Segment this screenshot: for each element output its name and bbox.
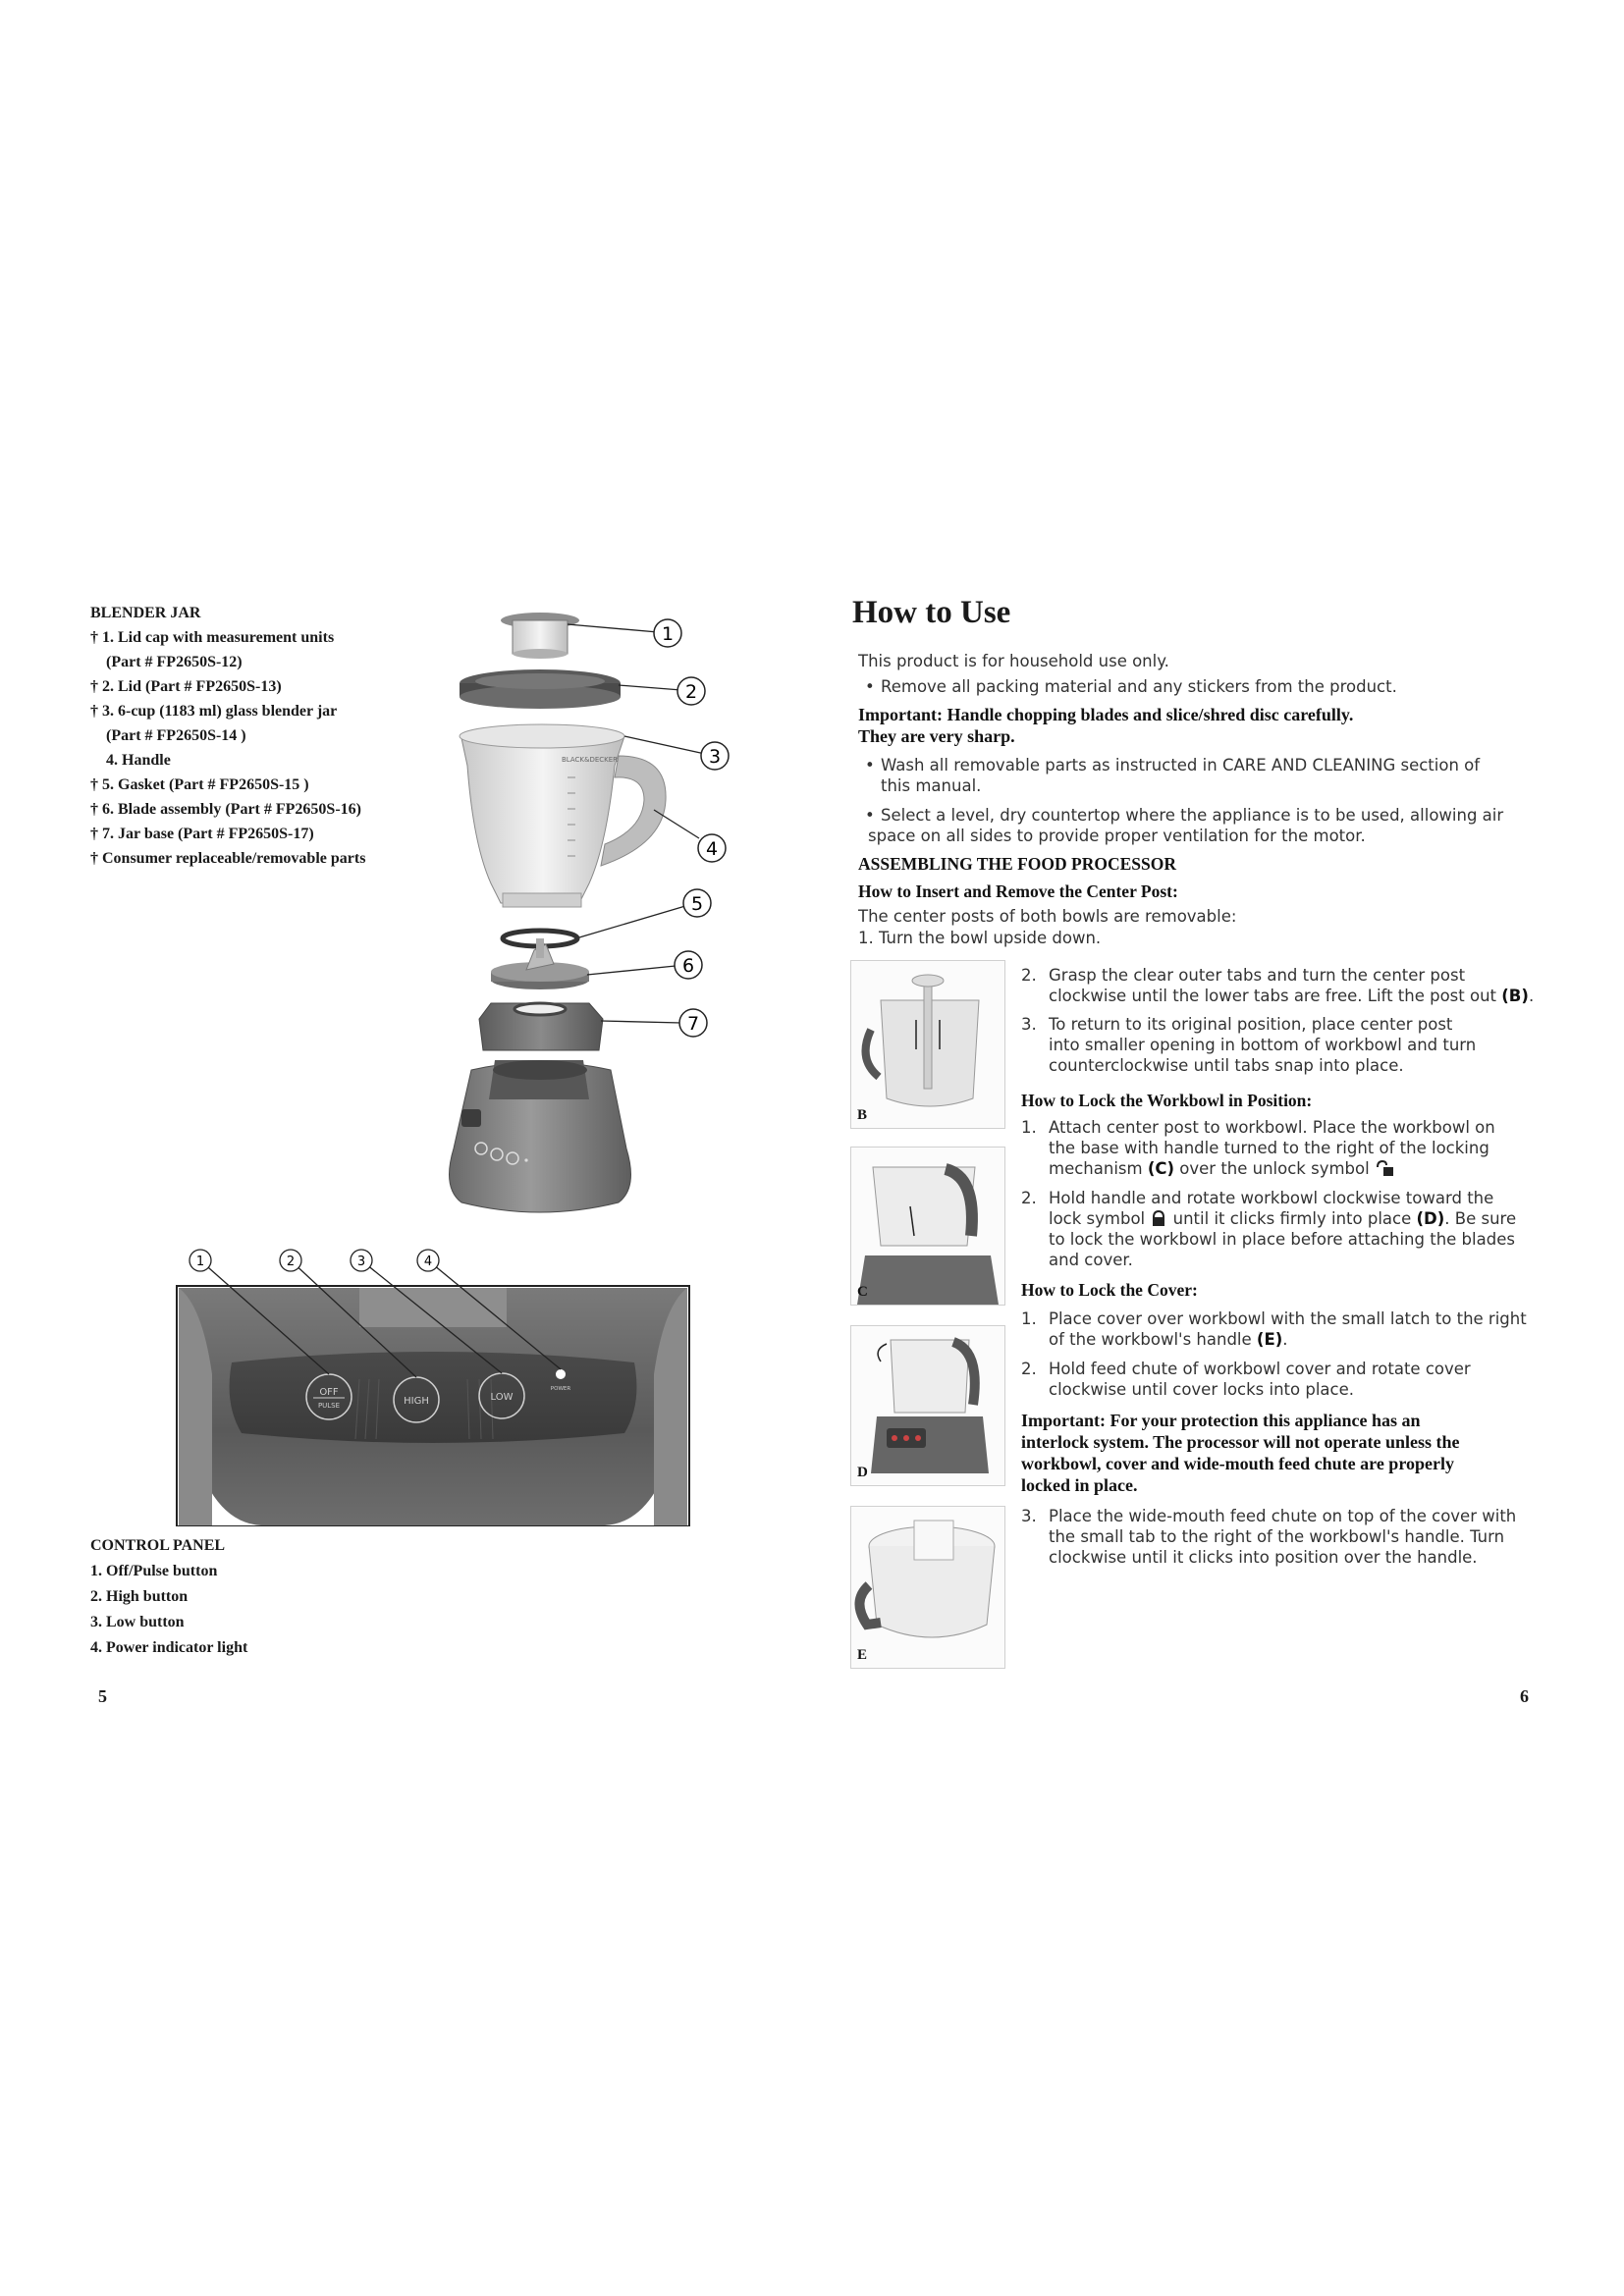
lock-cover-heading: How to Lock the Cover: bbox=[1021, 1280, 1198, 1300]
cover-locked-image bbox=[851, 1507, 1004, 1668]
part-7: † 7. Jar base (Part # FP2650S-17) bbox=[90, 826, 314, 842]
locked-workbowl-image bbox=[851, 1326, 1004, 1485]
center-post-intro: The center posts of both bowls are removable: bbox=[858, 907, 1237, 926]
photo-d-locked-workbowl bbox=[850, 1325, 1005, 1486]
part-1-number: (Part # FP2650S-12) bbox=[106, 654, 243, 670]
lock-cover-step-1: 1. Place cover over workbowl with the small latch to the right of the workbowl's handle (E). bbox=[1021, 1309, 1527, 1349]
control-1: 1. Off/Pulse button bbox=[90, 1563, 218, 1579]
callout-1: 1 bbox=[661, 623, 675, 645]
bullet-remove-packing: • Remove all packing material and any stickers from the product. bbox=[881, 676, 1397, 697]
panel-callout-4: 4 bbox=[423, 1255, 433, 1269]
bullet-wash-line2: this manual. bbox=[881, 776, 982, 795]
power-label: POWER bbox=[550, 1386, 571, 1392]
important-interlock: Important: For your protection this appliance has an interlock system. The processor will not operate unless the workbowl, cover and wide-mouth feed chute are properly locked in place. bbox=[1021, 1411, 1460, 1495]
part-2: † 2. Lid (Part # FP2650S-13) bbox=[90, 678, 282, 695]
control-heading: CONTROL PANEL bbox=[90, 1537, 226, 1554]
bullet-wash-line1: • Wash all removable parts as instructed in CARE AND CLEANING section of bbox=[881, 755, 1480, 775]
control-3: 3. Low button bbox=[90, 1614, 185, 1630]
pulse-label: PULSE bbox=[317, 1402, 341, 1410]
photo-b-center-post bbox=[850, 960, 1005, 1129]
callout-7: 7 bbox=[686, 1013, 700, 1035]
power-indicator-light bbox=[556, 1369, 566, 1379]
page-number-right: 6 bbox=[1520, 1686, 1529, 1706]
important-handle-blades: Important: Handle chopping blades and slice/shred disc carefully. bbox=[858, 705, 1354, 724]
callout-6: 6 bbox=[681, 955, 695, 977]
glass-jar bbox=[460, 724, 666, 907]
jar-brand-text: BLACK&DECKER bbox=[562, 756, 619, 764]
photo-c-workbowl-base bbox=[850, 1147, 1005, 1306]
lock-workbowl-step-1: 1. Attach center post to workbowl. Place the workbowl on the base with handle turned to the right of the locking mechanism (C) over the unlock symbol bbox=[1021, 1118, 1495, 1178]
low-label: LOW bbox=[490, 1392, 514, 1403]
control-2: 2. High button bbox=[90, 1588, 189, 1605]
center-post-heading: How to Insert and Remove the Center Post: bbox=[858, 881, 1178, 901]
important-sharp: They are very sharp. bbox=[858, 726, 1015, 746]
bullet-countertop-line2: space on all sides to provide proper ventilation for the motor. bbox=[868, 827, 1366, 845]
panel-callout-1: 1 bbox=[195, 1255, 205, 1269]
lock-cover-step-2: 2. Hold feed chute of workbowl cover and rotate cover clockwise until cover locks into place. bbox=[1021, 1360, 1471, 1399]
intro-text: This product is for household use only. bbox=[858, 652, 1169, 670]
assembling-heading: ASSEMBLING THE FOOD PROCESSOR bbox=[858, 854, 1176, 874]
lock-cover-step-3: 3. Place the wide-mouth feed chute on top of the cover with the small tab to the right of the workbowl's handle. Turn clockwise until it clicks into position over the handle. bbox=[1021, 1507, 1517, 1567]
parts-heading: BLENDER JAR bbox=[90, 605, 201, 621]
motor-base bbox=[450, 1060, 631, 1212]
lock-workbowl-step-2: 2. Hold handle and rotate workbowl clockwise toward the lock symbol until it clicks firmly into place (D). Be sure to lock the workbowl in place before attaching the blades and cover. bbox=[1021, 1189, 1517, 1269]
page-number-left: 5 bbox=[98, 1686, 107, 1706]
blender-exploded-illustration bbox=[432, 599, 756, 1227]
blade-assembly bbox=[491, 938, 589, 989]
bullet-countertop-line1: • Select a level, dry countertop where the appliance is to be used, allowing air bbox=[881, 805, 1503, 826]
part-5: † 5. Gasket (Part # FP2650S-15 ) bbox=[90, 776, 309, 793]
blender-jar-parts-list bbox=[90, 601, 424, 871]
center-post-step-1: 1. Turn the bowl upside down. bbox=[858, 929, 1102, 947]
photo-label-b: B bbox=[857, 1107, 868, 1123]
photo-label-d: D bbox=[857, 1465, 868, 1480]
jar-base bbox=[479, 1003, 603, 1050]
control-panel-illustration bbox=[173, 1247, 693, 1526]
part-1: † 1. Lid cap with measurement units bbox=[90, 629, 335, 646]
high-label: HIGH bbox=[404, 1396, 429, 1407]
lid bbox=[460, 669, 621, 709]
callout-2: 2 bbox=[684, 681, 698, 703]
center-post-step-3: 3. To return to its original position, place center post into smaller opening in bottom of workbowl and turn counterclockwise until tabs snap into place. bbox=[1021, 1015, 1477, 1075]
callout-5: 5 bbox=[690, 893, 704, 915]
page-title: How to Use bbox=[852, 595, 1011, 630]
callout-4: 4 bbox=[705, 838, 719, 860]
callout-3: 3 bbox=[708, 746, 722, 768]
control-4: 4. Power indicator light bbox=[90, 1639, 248, 1656]
part-3-number: (Part # FP2650S-14 ) bbox=[106, 727, 246, 744]
unlock-icon bbox=[1375, 1159, 1396, 1177]
panel-callout-2: 2 bbox=[286, 1255, 296, 1269]
part-6: † 6. Blade assembly (Part # FP2650S-16) bbox=[90, 801, 361, 818]
lid-cap bbox=[501, 613, 579, 659]
center-post-bowl-image bbox=[851, 961, 1004, 1128]
part-3: † 3. 6-cup (1183 ml) glass blender jar bbox=[90, 703, 338, 720]
replaceable-parts-note: † Consumer replaceable/removable parts bbox=[90, 850, 366, 867]
photo-e-cover bbox=[850, 1506, 1005, 1669]
part-4: 4. Handle bbox=[106, 752, 171, 769]
off-label: OFF bbox=[319, 1387, 339, 1398]
photo-label-e: E bbox=[857, 1647, 868, 1663]
lock-icon bbox=[1150, 1209, 1167, 1227]
panel-callout-3: 3 bbox=[356, 1255, 366, 1269]
photo-label-c: C bbox=[857, 1284, 868, 1300]
lock-workbowl-heading: How to Lock the Workbowl in Position: bbox=[1021, 1091, 1313, 1110]
center-post-step-2: 2. Grasp the clear outer tabs and turn the center post clockwise until the lower tabs are free. Lift the post out (B). bbox=[1021, 966, 1535, 1005]
control-panel-list bbox=[90, 1533, 424, 1661]
workbowl-base-image bbox=[851, 1148, 1004, 1305]
